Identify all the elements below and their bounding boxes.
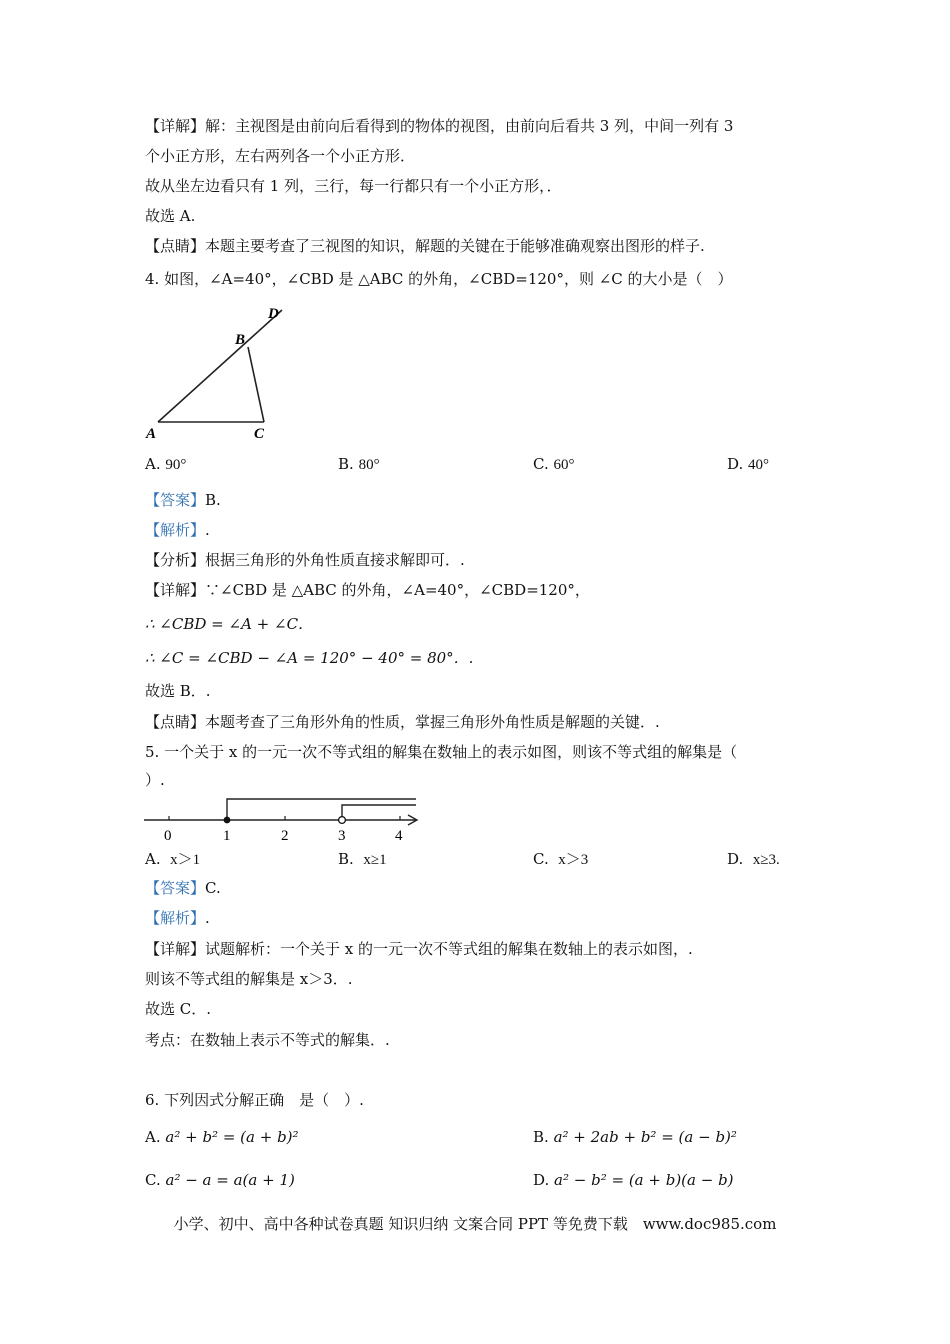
q5-option-b: B. x≥1 — [338, 850, 387, 868]
q5-option-d: D. x≥3. — [727, 850, 780, 868]
q4-detail-line-2: ∴ ∠CBD = ∠A + ∠C． — [145, 615, 314, 633]
segment-ad — [158, 310, 282, 422]
q3-choice: 故选 A. — [145, 207, 196, 225]
q4-option-a: A. 90° — [145, 455, 187, 473]
q4-analysis: 【解析】. — [145, 521, 210, 539]
q5-kaodian: 考点：在数轴上表示不等式的解集．. — [145, 1031, 390, 1049]
q3-detail-line-3: 故从坐左边看只有 1 列，三行，每一行都只有一个小正方形，． — [145, 177, 562, 195]
solution-bracket-x-ge-1 — [227, 799, 416, 820]
q5-stem-line-1: 5. 一个关于 x 的一元一次不等式组的解集在数轴上的表示如图，则该不等式组的解集是（ — [145, 743, 738, 761]
q5-stem-line-2: ）. — [145, 771, 165, 789]
label-c: C — [254, 426, 265, 442]
q5-analysis: 【解析】. — [145, 909, 210, 927]
q5-detail-line-1: 【详解】试题解析：一个关于 x 的一元一次不等式组的解集在数轴上的表示如图，. — [145, 940, 693, 958]
q4-choice: 故选 B．. — [145, 682, 211, 700]
solution-bracket-x-gt-3 — [342, 805, 416, 820]
tick-label-0: 0 — [164, 828, 172, 844]
label-b: B — [235, 332, 246, 348]
label-d: D — [268, 306, 279, 322]
q4-answer — [145, 489, 221, 511]
q3-detail-line-1: 【详解】解：主视图是由前向后看得到的物体的视图，由前向后看共 3 列，中间一列有 3 — [145, 117, 734, 135]
q3-comment: 【点睛】本题主要考查了三视图的知识，解题的关键在于能够准确观察出图形的样子. — [145, 237, 705, 255]
q6-option-a: A. a² + b² = (a + b)² — [145, 1128, 299, 1146]
q3-detail-line-2: 个小正方形，左右两列各一个小正方形． — [145, 147, 416, 165]
tick-label-1: 1 — [223, 828, 231, 844]
analysis-tag: 【解析】 — [145, 909, 206, 927]
q6-option-b: B. a² + 2ab + b² = (a − b)² — [533, 1128, 737, 1146]
answer-value: B. — [205, 491, 221, 509]
tick-label-3: 3 — [338, 828, 346, 844]
q6-option-d: D. a² − b² = (a + b)(a − b) — [533, 1171, 734, 1189]
q4-option-d: D. 40° — [727, 455, 770, 473]
q4-triangle-figure — [140, 300, 300, 445]
tick-label-2: 2 — [281, 828, 289, 844]
answer-tag: 【答案】 — [145, 491, 206, 509]
q4-stem: 4. 如图，∠A=40°，∠CBD 是 △ABC 的外角，∠CBD=120°，则 ∠C 的大小是（ ） — [145, 270, 733, 288]
tick-label-4: 4 — [395, 828, 403, 844]
q4-option-c: C. 60° — [533, 455, 575, 473]
page-footer: 小学、初中、高中各种试卷真题 知识归纳 文案合同 PPT 等免费下载 www.doc985.com — [173, 1215, 777, 1233]
q4-comment: 【点睛】本题考查了三角形外角的性质，掌握三角形外角性质是解题的关键．. — [145, 713, 660, 731]
q5-option-c: C. x＞3 — [533, 850, 589, 868]
q5-number-line — [140, 795, 430, 845]
q4-detail-line-3: ∴ ∠C = ∠CBD − ∠A = 120° − 40° = 80°．. — [145, 649, 474, 667]
solid-point-1 — [224, 817, 231, 824]
q4-fenxi: 【分析】根据三角形的外角性质直接求解即可．. — [145, 551, 465, 569]
q5-answer — [145, 877, 221, 899]
segment-bc — [248, 347, 264, 422]
label-a: A — [146, 426, 157, 442]
open-point-3 — [339, 817, 346, 824]
q5-detail-line-2: 则该不等式组的解集是 x＞3．. — [145, 970, 353, 988]
answer-value: C. — [205, 879, 221, 897]
q4-detail-line-1: 【详解】∵∠CBD 是 △ABC 的外角，∠A=40°，∠CBD=120°， — [145, 581, 590, 599]
q4-option-b: B. 80° — [338, 455, 380, 473]
q6-stem: 6. 下列因式分解正确 是（ ）. — [145, 1091, 364, 1109]
answer-tag: 【答案】 — [145, 879, 206, 897]
analysis-tag: 【解析】 — [145, 521, 206, 539]
q5-choice: 故选 C．. — [145, 1000, 212, 1018]
q6-option-c: C. a² − a = a(a + 1) — [145, 1171, 295, 1189]
q5-option-a: A. x＞1 — [145, 850, 201, 868]
